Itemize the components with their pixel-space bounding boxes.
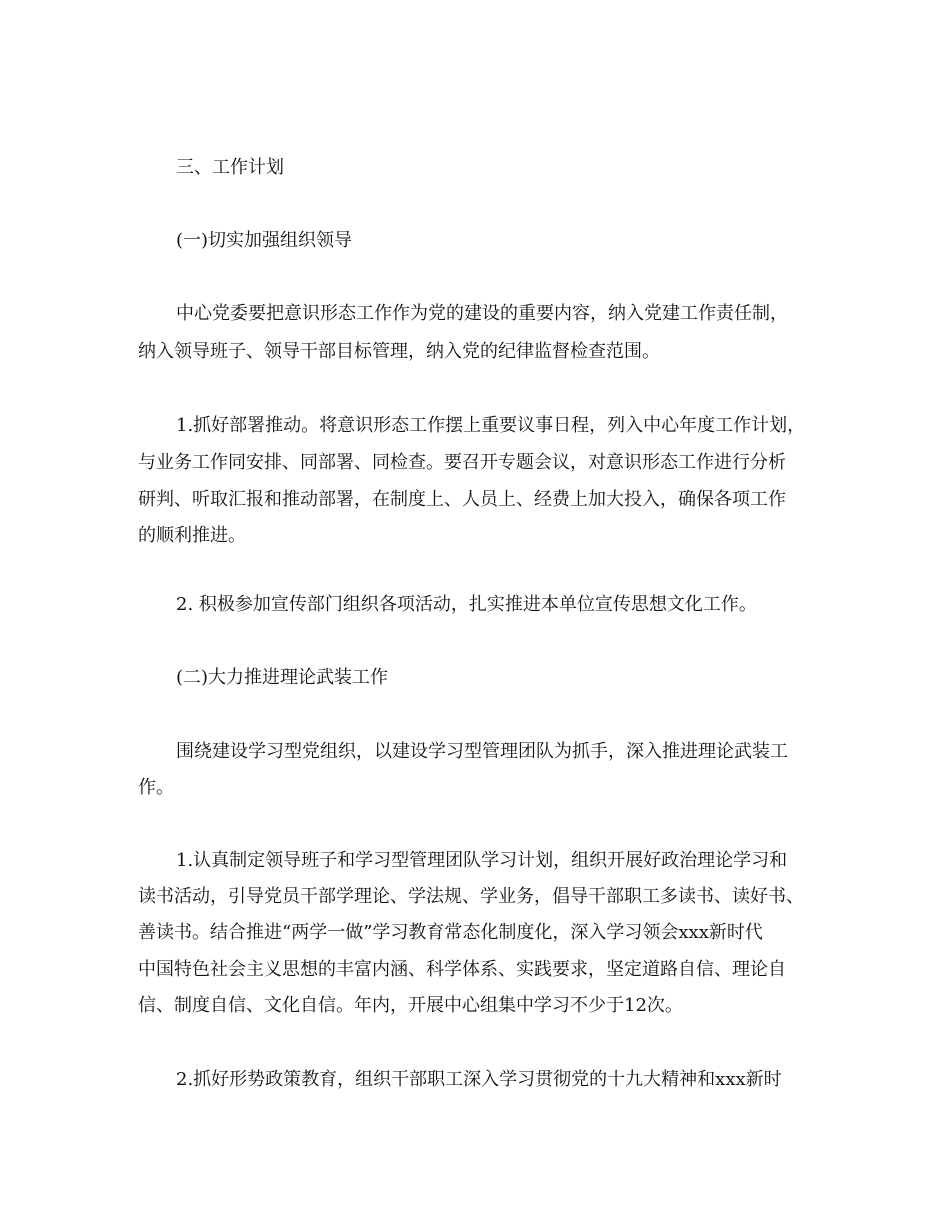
list-item-line: 1.抓好部署推动。将意识形态工作摆上重要议事日程，列入中心年度工作计划，: [176, 415, 806, 436]
paragraph-line: 纳入领导班子、领导干部目标管理，纳入党的纪律监督检查范围。: [138, 341, 660, 362]
paragraph-line: 中心党委要把意识形态工作作为党的建设的重要内容，纳入党建工作责任制，: [176, 303, 788, 324]
list-item-line: 信、制度自信、文化自信。年内，开展中心组集中学习不少于12次。: [138, 995, 683, 1016]
list-item-line: 1.认真制定领导班子和学习型管理团队学习计划，组织开展好政治理论学习和: [176, 850, 788, 871]
list-item-line: 与业务工作同安排、同部署、同检查。要召开专题会议，对意识形态工作进行分析: [138, 452, 786, 473]
list-item-line: 中国特色社会主义思想的丰富内涵、科学体系、实践要求，坚定道路自信、理论自: [138, 959, 786, 980]
list-item-line: 善读书。结合推进“两学一做”学习教育常态化制度化，深入学习领会xxx新时代: [138, 922, 763, 943]
paragraph-line: 作。: [138, 777, 174, 798]
list-item-line: 2. 积极参加宣传部门组织各项活动，扎实推进本单位宣传思想文化工作。: [176, 594, 757, 615]
list-item-line: 2.抓好形势政策教育，组织干部职工深入学习贯彻党的十九大精神和xxx新时: [176, 1069, 782, 1090]
subsection-heading: (二)大力推进理论武装工作: [176, 667, 389, 688]
list-item-line: 研判、听取汇报和推动部署，在制度上、人员上、经费上加大投入，确保各项工作: [138, 489, 786, 510]
subsection-heading: (一)切实加强组织领导: [176, 230, 353, 251]
paragraph-line: 围绕建设学习型党组织，以建设学习型管理团队为抓手，深入推进理论武装工: [176, 741, 788, 762]
list-item-line: 读书活动，引导党员干部学理论、学法规、学业务，倡导干部职工多读书、读好书、: [138, 886, 804, 907]
list-item-line: 的顺利推进。: [138, 525, 246, 546]
section-heading: 三、工作计划: [176, 157, 284, 178]
